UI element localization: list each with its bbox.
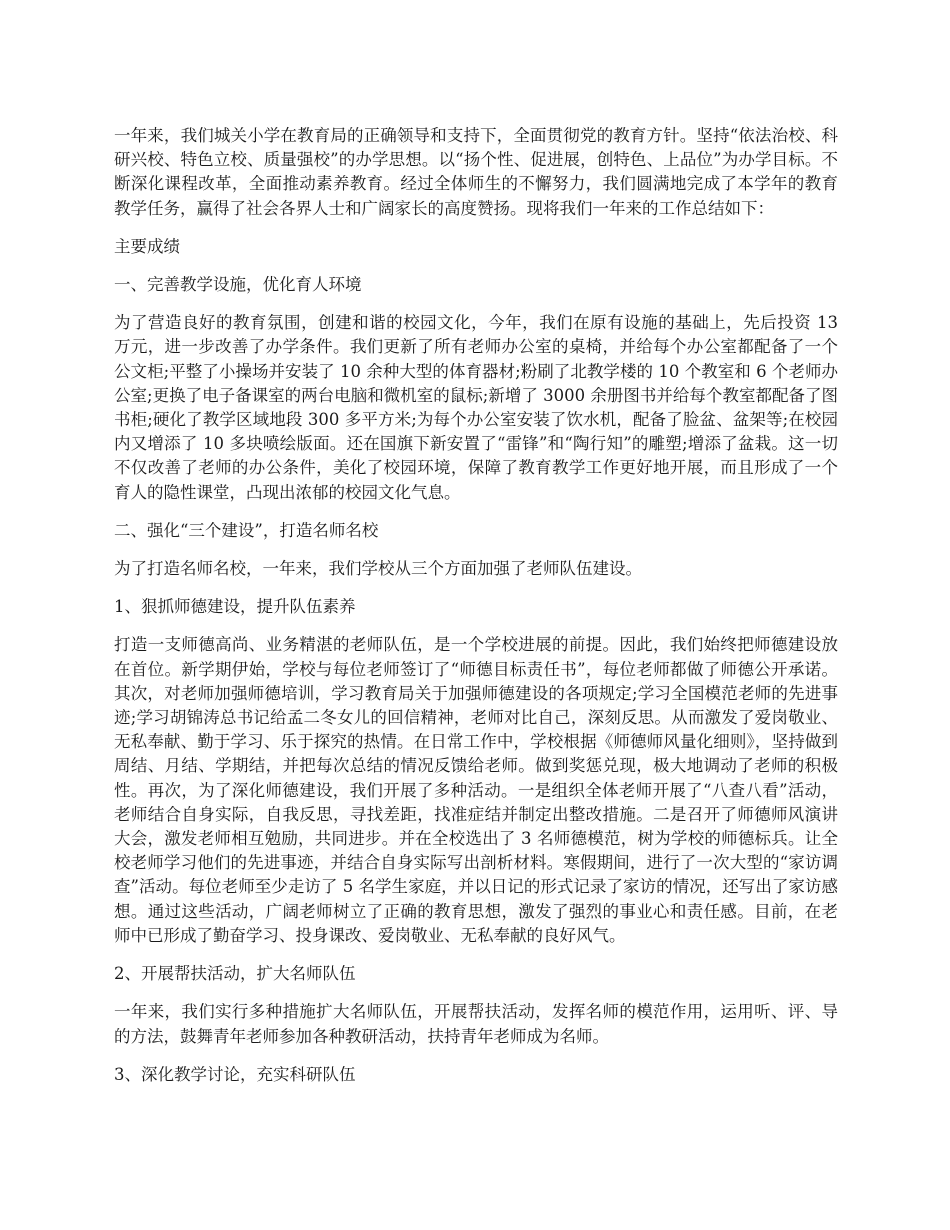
subsection-heading-1: 1、狠抓师德建设，提升队伍素养 xyxy=(114,597,356,617)
intro-paragraph: 一年来，我们城关小学在教育局的正确领导和支持下，全面贯彻党的教育方针。坚持“依法治校、科研兴校、特色立校、质量强校”的办学思想。以“扬个性、促进展，创特色、上品位”为办学目标。不断深化课程改革，全面推动素养教育。经过全体师生的不懈努力，我们圆满地完成了本学年的教育教学任务，赢得了社会各界人士和广阔家长的高度赞扬。现将我们一年来的工作总结如下： xyxy=(114,126,838,218)
section-heading-2: 二、强化“三个建设”，打造名师名校 xyxy=(114,520,379,540)
section-heading-main-achievements: 主要成绩 xyxy=(114,236,180,256)
section-heading-1: 一、完善教学设施，优化育人环境 xyxy=(114,275,362,295)
document-body xyxy=(114,124,838,1101)
mentoring-paragraph: 一年来，我们实行多种措施扩大名师队伍，开展帮扶活动，发挥名师的模范作用，运用听、评、导的方法，鼓舞青年老师参加各种教研活动，扶持青年老师成为名师。 xyxy=(114,1002,838,1046)
teacher-team-intro-paragraph: 为了打造名师名校，一年来，我们学校从三个方面加强了老师队伍建设。 xyxy=(114,559,642,579)
facilities-paragraph: 为了营造良好的教育氛围，创建和谐的校园文化，今年，我们在原有设施的基础上，先后投资 13 万元，进一步改善了办学条件。我们更新了所有老师办公室的桌椅，并给每个办公室都配备了一个公文柜;平整了小操场并安装了 10 余种大型的体育器材;粉刷了北教学楼的 10 个教室和 6 个老师办公室;更换了电子备课室的两台电脑和微机室的鼠标;新增了 3000 余册图书并给每个教室都配备了图书柜;硬化了教学区域地段 300 多平方米;为每个办公室安装了饮水机，配备了脸盆、盆架等;在校园内又增添了 10 多块喷绘版面。还在国旗下新安置了“雷锋”和“陶行知”的雕塑;增添了盆栽。这一切不仅改善了老师的办公条件，美化了校园环境，保障了教育教学工作更好地开展，而且形成了一个育人的隐性课堂，凸现出浓郁的校园文化气息。 xyxy=(114,313,838,502)
ethics-paragraph: 打造一支师德高尚、业务精湛的老师队伍，是一个学校进展的前提。因此，我们始终把师德建设放在首位。新学期伊始，学校与每位老师签订了“师德目标责任书”，每位老师都做了师德公开承诺。其次，对老师加强师德培训，学习教育局关于加强师德建设的各项规定;学习全国模范老师的先进事迹;学习胡锦涛总书记给孟二冬女儿的回信精神，老师对比自己，深刻反思。从而激发了爱岗敬业、无私奉献、勤于学习、乐于探究的热情。在日常工作中，学校根据《师德师风量化细则》，坚持做到周结、月结、学期结，并把每次总结的情况反馈给老师。做到奖惩兑现，极大地调动了老师的积极性。再次，为了深化师德建设，我们开展了多种活动。一是组织全体老师开展了“八查八看”活动，老师结合自身实际，自我反思，寻找差距，找准症结并制定出整改措施。二是召开了师德师风演讲大会，激发老师相互勉励，共同进步。并在全校选出了 3 名师德模范，树为学校的师德标兵。让全校老师学习他们的先进事迹，并结合自身实际写出剖析材料。寒假期间，进行了一次大型的“家访调查”活动。每位老师至少走访了 5 名学生家庭，并以日记的形式记录了家访的情况，还写出了家访感想。通过这些活动，广阔老师树立了正确的教育思想，激发了强烈的事业心和责任感。目前，在老师中已形成了勤奋学习、投身课改、爱岗敬业、无私奉献的良好风气。 xyxy=(114,635,838,945)
subsection-heading-3: 3、深化教学讨论，充实科研队伍 xyxy=(114,1064,356,1084)
subsection-heading-2: 2、开展帮扶活动，扩大名师队伍 xyxy=(114,964,356,984)
